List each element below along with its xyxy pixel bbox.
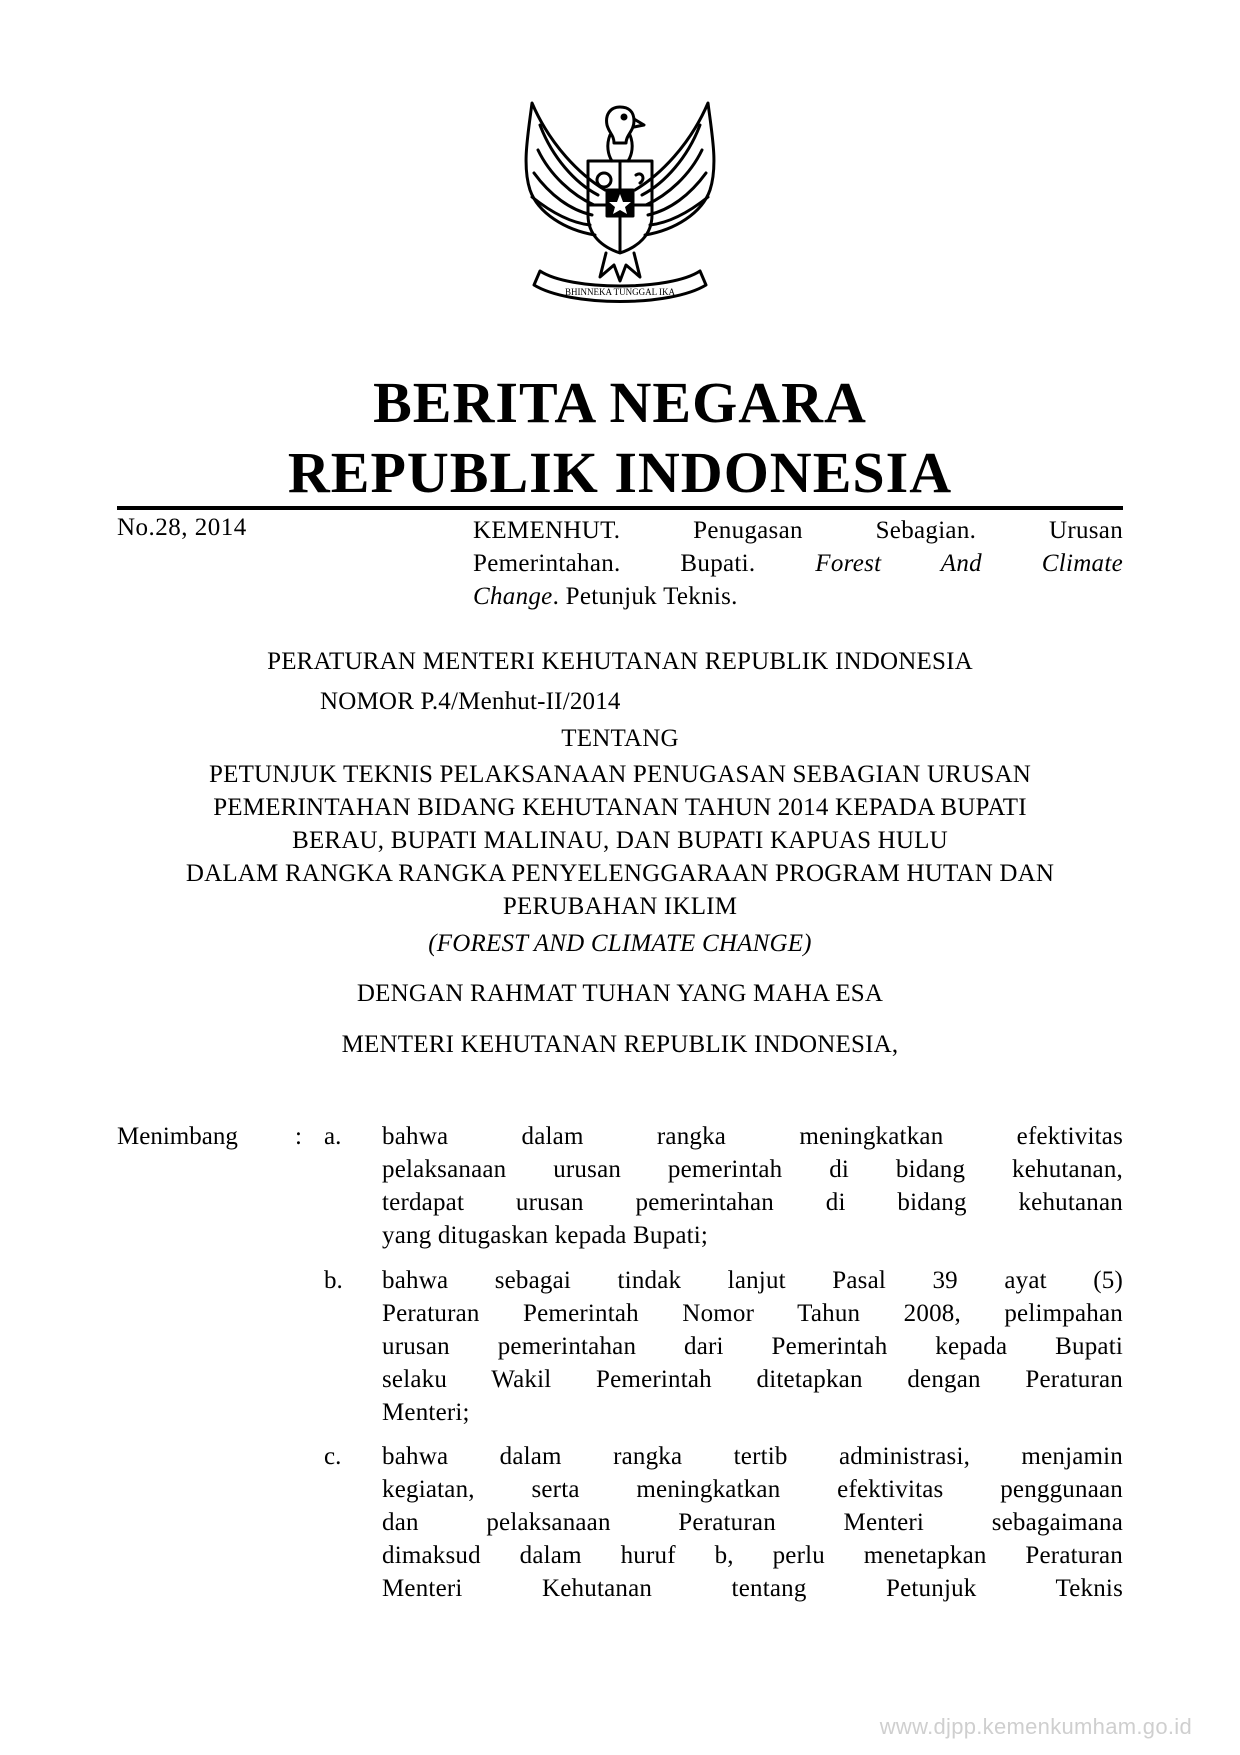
summary-text: Pemerintahan. Bupati. bbox=[473, 550, 816, 577]
summary-text: . Petunjuk Teknis. bbox=[552, 583, 738, 610]
regulation-invocation: DENGAN RAHMAT TUHAN YANG MAHA ESA bbox=[356, 980, 884, 1007]
summary-italic: Change bbox=[473, 583, 553, 610]
regulation-number: NOMOR P.4/Menhut-II/2014 bbox=[320, 688, 621, 715]
consideration-letter: c. bbox=[324, 1443, 342, 1470]
masthead-title-line-1: BERITA NEGARA bbox=[373, 370, 867, 435]
consideration-line: bahwa dalam rangka meningkatkan efektivitas bbox=[382, 1123, 1123, 1150]
issue-summary bbox=[473, 514, 1123, 613]
consideration-line: bahwa sebagai tindak lanjut Pasal 39 ayat (5) bbox=[382, 1267, 1123, 1294]
summary-line: KEMENHUT. Penugasan Sebagian. Urusan bbox=[473, 517, 1123, 544]
consideration-letter: a. bbox=[324, 1123, 342, 1150]
consideration-text bbox=[382, 1264, 1123, 1429]
considerations-label: Menimbang bbox=[117, 1123, 238, 1150]
consideration-line: bahwa dalam rangka tertib administrasi, menjamin bbox=[382, 1443, 1123, 1470]
regulation-authority: MENTERI KEHUTANAN REPUBLIK INDONESIA, bbox=[341, 1031, 899, 1058]
garuda-emblem-icon bbox=[510, 95, 730, 310]
regulation-context-line: PERUBAHAN IKLIM bbox=[502, 893, 738, 920]
regulation-title-line: BERAU, BUPATI MALINAU, DAN BUPATI KAPUAS HULU bbox=[292, 827, 948, 854]
consideration-letter: b. bbox=[324, 1267, 343, 1294]
source-watermark: www.djpp.kemenkumham.go.id bbox=[879, 1714, 1192, 1739]
regulation-context bbox=[117, 857, 1123, 923]
consideration-line: kegiatan, serta meningkatkan efektivitas penggunaan bbox=[382, 1476, 1123, 1503]
consideration-line: yang ditugaskan kepada Bupati; bbox=[382, 1222, 709, 1249]
summary-line bbox=[473, 547, 1123, 580]
regulation-title-line: PEMERINTAHAN BIDANG KEHUTANAN TAHUN 2014 KEPADA BUPATI bbox=[213, 794, 1027, 821]
consideration-text bbox=[382, 1440, 1123, 1605]
consideration-line: dan pelaksanaan Peraturan Menteri sebagaimana bbox=[382, 1509, 1123, 1536]
consideration-line: Menteri Kehutanan tentang Petunjuk Teknis bbox=[382, 1575, 1123, 1602]
regulation-english-title: (FOREST AND CLIMATE CHANGE) bbox=[428, 930, 812, 957]
consideration-line: selaku Wakil Pemerintah ditetapkan dengan Peraturan bbox=[382, 1366, 1123, 1393]
masthead-title-line-2: REPUBLIK INDONESIA bbox=[287, 440, 953, 505]
regulation-heading: PERATURAN MENTERI KEHUTANAN REPUBLIK INDONESIA bbox=[267, 648, 973, 675]
regulation-about: TENTANG bbox=[561, 725, 679, 752]
regulation-title bbox=[117, 758, 1123, 857]
consideration-line: pelaksanaan urusan pemerintah di bidang kehutanan, bbox=[382, 1156, 1123, 1183]
consideration-line: urusan pemerintahan dari Pemerintah kepada Bupati bbox=[382, 1333, 1123, 1360]
consideration-line: terdapat urusan pemerintahan di bidang kehutanan bbox=[382, 1189, 1123, 1216]
summary-italic: Forest And Climate bbox=[815, 550, 1123, 577]
regulation-title-line: PETUNJUK TEKNIS PELAKSANAAN PENUGASAN SEBAGIAN URUSAN bbox=[209, 761, 1031, 788]
consideration-line: Peraturan Pemerintah Nomor Tahun 2008, pelimpahan bbox=[382, 1300, 1123, 1327]
considerations-colon: : bbox=[295, 1123, 302, 1150]
summary-line bbox=[473, 580, 1123, 613]
svg-text:BHINNEKA TUNGGAL IKA: BHINNEKA TUNGGAL IKA bbox=[565, 287, 675, 297]
masthead-divider bbox=[117, 506, 1123, 510]
consideration-line: dimaksud dalam huruf b, perlu menetapkan Peraturan bbox=[382, 1542, 1123, 1569]
consideration-text bbox=[382, 1120, 1123, 1252]
regulation-context-line: DALAM RANGKA RANGKA PENYELENGGARAAN PROGRAM HUTAN DAN bbox=[185, 860, 1055, 887]
issue-number: No.28, 2014 bbox=[117, 514, 247, 541]
consideration-line: Menteri; bbox=[382, 1399, 470, 1426]
